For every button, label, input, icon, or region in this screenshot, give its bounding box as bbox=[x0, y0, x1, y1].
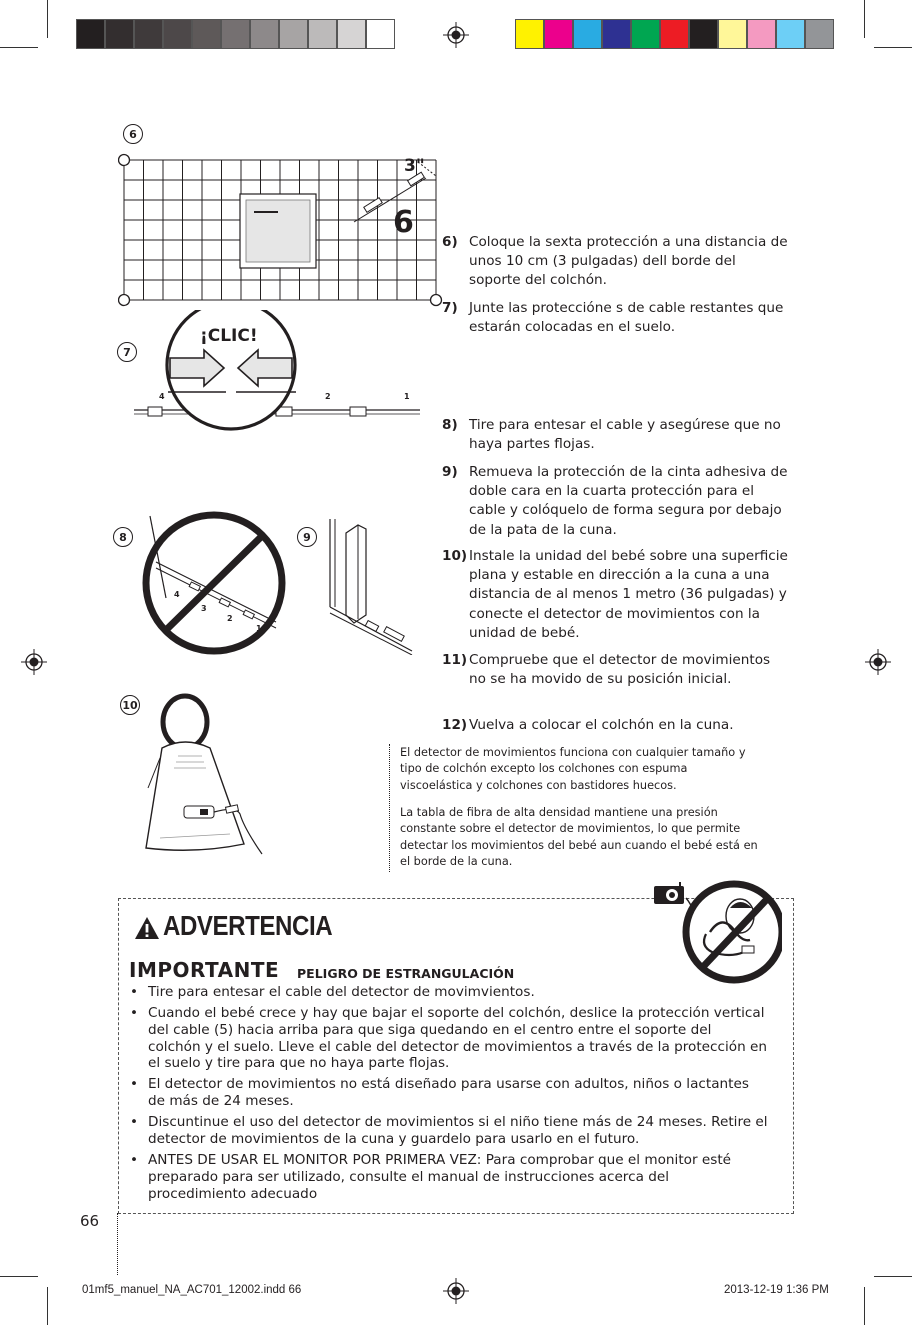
figure-8-sensor-number-3: 3 bbox=[201, 604, 207, 613]
step-text: Instale la unidad del bebé sobre una superficie plana y estable en dirección a la cuna a una distancia de al menos 1 metro (36 pulgadas) y conecte el detector de movimientos con la unidad de bebé. bbox=[469, 548, 788, 641]
color-swatch bbox=[515, 19, 544, 49]
step-number: 9) bbox=[442, 464, 458, 480]
color-swatch bbox=[544, 19, 573, 49]
bullet-text: Discuntinue el uso del detector de movimientos si el niño tiene más de 24 meses. Retire el detector de movimientos de la cuna y guardelo para usarlo en el futuro. bbox=[148, 1114, 768, 1147]
step-number: 11) bbox=[442, 652, 468, 668]
color-swatch bbox=[660, 19, 689, 49]
step-number: 10) bbox=[442, 548, 468, 564]
color-swatch bbox=[747, 19, 776, 49]
note-fiber-board: La tabla de fibra de alta densidad mantiene una presión constante sobre el detector de movimientos, lo que permite detectar los movimientos del bebé aun cuando el bebé está en el borde de la cuna. bbox=[400, 806, 758, 869]
bullet-text: ANTES DE USAR EL MONITOR POR PRIMERA VEZ: Para comprobar que el monitor esté preparado para ser utilizado, consulte el manual de instrucciones acerca del procedimiento adecuado bbox=[148, 1152, 732, 1202]
bullet-text: Cuando el bebé crece y hay que bajar el soporte del colchón, deslice la protección vertical del cable (5) hacia arriba para que siga quedando en el centro entre el soporte del colchón y el suelo. Lleve el cable del detector de movimientos a través de la protección en el suelo y tire para que no haya parte flojas. bbox=[148, 1005, 767, 1072]
color-swatch bbox=[602, 19, 631, 49]
figure-7-click-label: ¡CLIC! bbox=[200, 326, 258, 346]
figure-6-dimension-label: 3" bbox=[404, 156, 425, 176]
figure-10-badge: 10 bbox=[120, 695, 140, 715]
color-swatch bbox=[337, 19, 366, 49]
step-text: Tire para entesar el cable y asegúrese que no haya partes flojas. bbox=[469, 417, 781, 453]
figure-8-badge: 8 bbox=[113, 527, 133, 547]
slug-date: 2013-12-19 1:36 PM bbox=[724, 1284, 829, 1296]
color-swatch bbox=[718, 19, 747, 49]
registration-mark-top-icon bbox=[443, 22, 469, 48]
color-swatch bbox=[134, 19, 163, 49]
step-text: Remueva la protección de la cinta adhesiva de doble cara en la cuarta protección para el cable y colóquelo de forma segura por debajo de la pata de la cuna. bbox=[469, 464, 788, 538]
danger-heading: PELIGRO DE ESTRANGULACIÓN bbox=[297, 966, 515, 981]
important-heading: IMPORTANTE bbox=[129, 958, 280, 982]
figure-8-sensor-number-1: 1 bbox=[256, 624, 262, 633]
color-swatch bbox=[366, 19, 395, 49]
color-swatch bbox=[689, 19, 718, 49]
note-mattress-types: El detector de movimientos funciona con cualquier tamaño y tipo de colchón excepto los colchones con espuma viscoelástica y colchones con bastidores huecos. bbox=[400, 746, 746, 792]
color-swatch bbox=[308, 19, 337, 49]
color-swatch bbox=[105, 19, 134, 49]
bullet-mark: • bbox=[130, 1114, 139, 1130]
bullet-mark: • bbox=[130, 984, 139, 1000]
figure-9-badge: 9 bbox=[297, 527, 317, 547]
registration-mark-bottom-icon bbox=[443, 1278, 469, 1304]
figure-7-sensor-number-2: 2 bbox=[325, 392, 331, 401]
bullet-mark: • bbox=[130, 1076, 139, 1092]
color-swatch bbox=[631, 19, 660, 49]
color-swatch bbox=[76, 19, 105, 49]
figure-8-sensor-number-4: 4 bbox=[174, 590, 180, 599]
page-number-dotted-rule bbox=[117, 1213, 118, 1275]
color-swatch bbox=[250, 19, 279, 49]
color-swatch bbox=[776, 19, 805, 49]
step-number: 12) bbox=[442, 717, 468, 733]
step-number: 8) bbox=[442, 417, 458, 433]
color-swatch bbox=[163, 19, 192, 49]
figure-6-badge: 6 bbox=[123, 124, 143, 144]
figure-7-sensor-number-1: 1 bbox=[404, 392, 410, 401]
color-swatch bbox=[192, 19, 221, 49]
figure-7-connector-illustration bbox=[128, 310, 428, 435]
registration-mark-left-icon bbox=[21, 649, 47, 675]
registration-mark-right-icon bbox=[865, 649, 891, 675]
step-number: 7) bbox=[442, 300, 458, 316]
warning-title: ADVERTENCIA bbox=[163, 910, 333, 941]
color-swatch bbox=[805, 19, 834, 49]
color-swatch bbox=[573, 19, 602, 49]
figure-9-crib-leg-illustration bbox=[320, 515, 420, 655]
color-swatch bbox=[221, 19, 250, 49]
step-text: Compruebe que el detector de movimientos no se ha movido de su posición inicial. bbox=[469, 652, 771, 688]
bullet-mark: • bbox=[130, 1005, 139, 1021]
figure-10-baby-unit-illustration bbox=[140, 688, 270, 860]
color-swatch bbox=[279, 19, 308, 49]
slug-filename: 01mf5_manuel_NA_AC701_12002.indd 66 bbox=[82, 1284, 302, 1296]
figure-7-badge: 7 bbox=[117, 342, 137, 362]
bullet-text: Tire para entesar el cable del detector de movimvientos. bbox=[148, 984, 535, 1000]
page-number: 66 bbox=[80, 1212, 100, 1230]
step-text: Junte las proteccióne s de cable restantes que estarán colocadas en el suelo. bbox=[469, 300, 784, 336]
bullet-mark: • bbox=[130, 1152, 139, 1168]
figure-8-prohibited-illustration bbox=[136, 508, 292, 658]
notes-dotted-rule bbox=[389, 744, 390, 872]
bullet-text: El detector de movimientos no está diseñado para usarse con adultos, niños o lactantes de más de 24 meses. bbox=[148, 1076, 749, 1109]
step-text: Coloque la sexta protección a una distancia de unos 10 cm (3 pulgadas) dell borde del soporte del colchón. bbox=[469, 234, 788, 289]
warning-triangle-icon bbox=[134, 916, 160, 940]
figure-7-sensor-number-4: 4 bbox=[159, 392, 165, 401]
step-number: 6) bbox=[442, 234, 458, 250]
figure-8-sensor-number-2: 2 bbox=[227, 614, 233, 623]
figure-6-big-number: 6 bbox=[393, 205, 414, 240]
step-text: Vuelva a colocar el colchón en la cuna. bbox=[469, 717, 734, 733]
no-cord-near-baby-icon bbox=[650, 878, 782, 984]
